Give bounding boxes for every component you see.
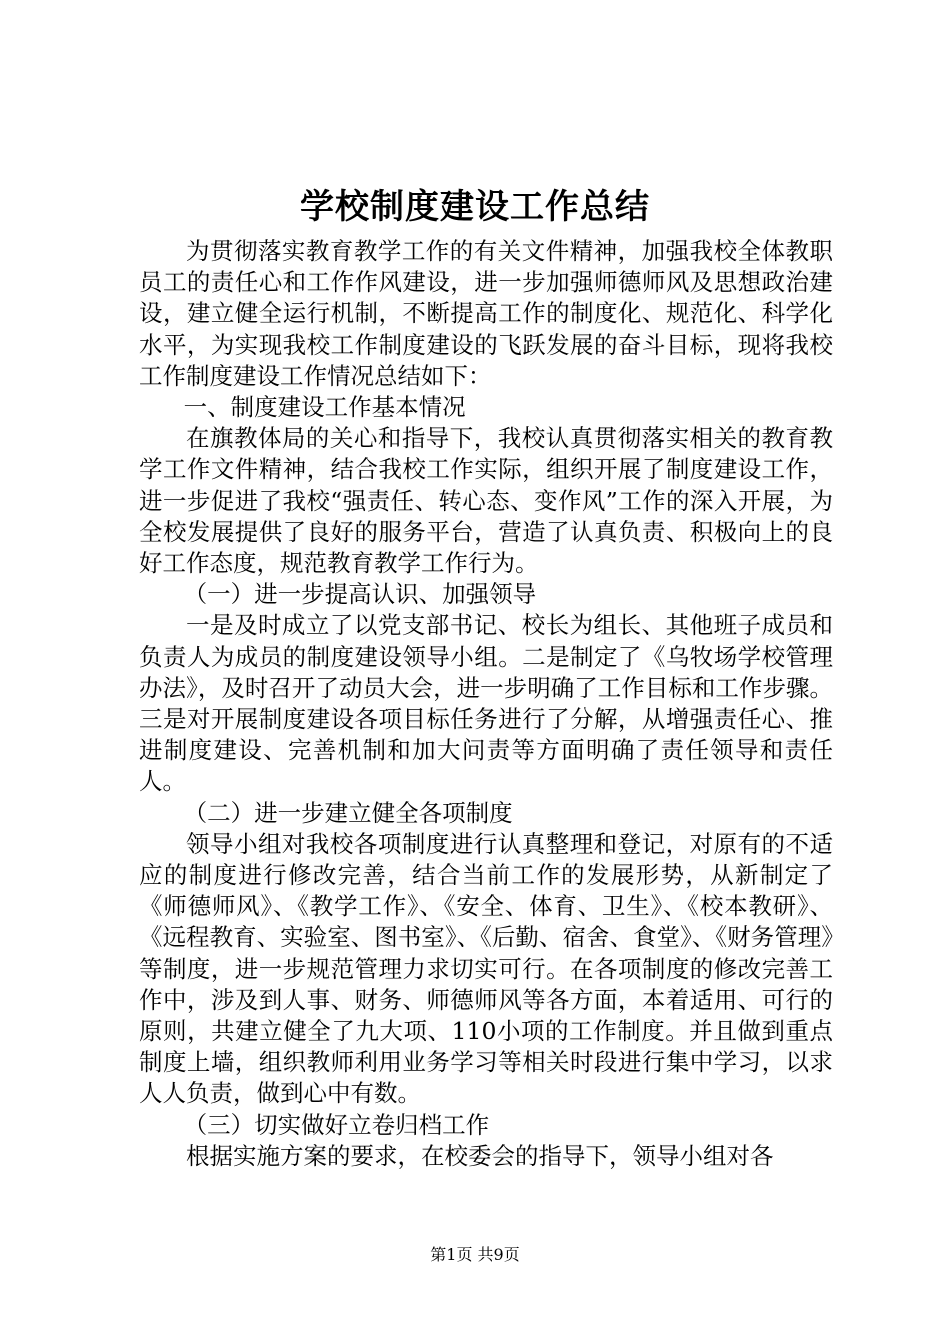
section-heading-1: 一、制度建设工作基本情况 (183, 393, 466, 422)
subsection-heading-1: （一）进一步提高认识、加强领导 (183, 580, 537, 609)
paragraph-intro: 为贯彻落实教育教学工作的有关文件精神，加强我校全体教职员工的责任心和工作作风建设，进一步加强师德师风及思想政治建设，建立健全运行机制，不断提高工作的制度化、规范化、科学化水平，为实现我校工作制度建设的飞跃发展的奋斗目标，现将我校工作制度建设工作情况总结如下： (139, 237, 833, 390)
paragraph-subsection-3: 根据实施方案的要求，在校委会的指导下，领导小组对各 (186, 1141, 774, 1170)
document-title: 学校制度建设工作总结 (300, 187, 650, 227)
paragraph-subsection-2: 领导小组对我校各项制度进行认真整理和登记，对原有的不适应的制度进行修改完善，结合当前工作的发展形势，从新制定了《师德师风》、《教学工作》、《安全、体育、卫生》、《校本教研》、《远程教育、实验室、图书室》、《后勤、宿舍、食堂》、《财务管理》等制度，进一步规范管理力求切实可行。在各项制度的修改完善工作中，涉及到人事、财务、师德师风等各方面，本着适用、可行的原则，共建立健全了九大项、110小项的工作制度。并且做到重点制度上墙，组织教师利用业务学习等相关时段进行集中学习，以求人人负责，做到心中有数。 (139, 829, 833, 1108)
page-footer: 第1页 共9页 (430, 1245, 520, 1264)
subsection-heading-3: （三）切实做好立卷归档工作 (183, 1110, 490, 1139)
paragraph-subsection-1: 一是及时成立了以党支部书记、校长为组长、其他班子成员和负责人为成员的制度建设领导小组。二是制定了《乌牧场学校管理办法》，及时召开了动员大会，进一步明确了工作目标和工作步骤。三是对开展制度建设各项目标任务进行了分解，从增强责任心、推进制度建设、完善机制和加大问责等方面明确了责任领导和责任人。 (139, 611, 833, 796)
document-body (139, 236, 833, 1172)
subsection-heading-2: （二）进一步建立健全各项制度 (183, 798, 513, 827)
paragraph-section-1: 在旗教体局的关心和指导下，我校认真贯彻落实相关的教育教学工作文件精神，结合我校工作实际，组织开展了制度建设工作，进一步促进了我校“强责任、转心态、变作风”工作的深入开展，为全校发展提供了良好的服务平台，营造了认真负责、积极向上的良好工作态度，规范教育教学工作行为。 (139, 424, 833, 578)
